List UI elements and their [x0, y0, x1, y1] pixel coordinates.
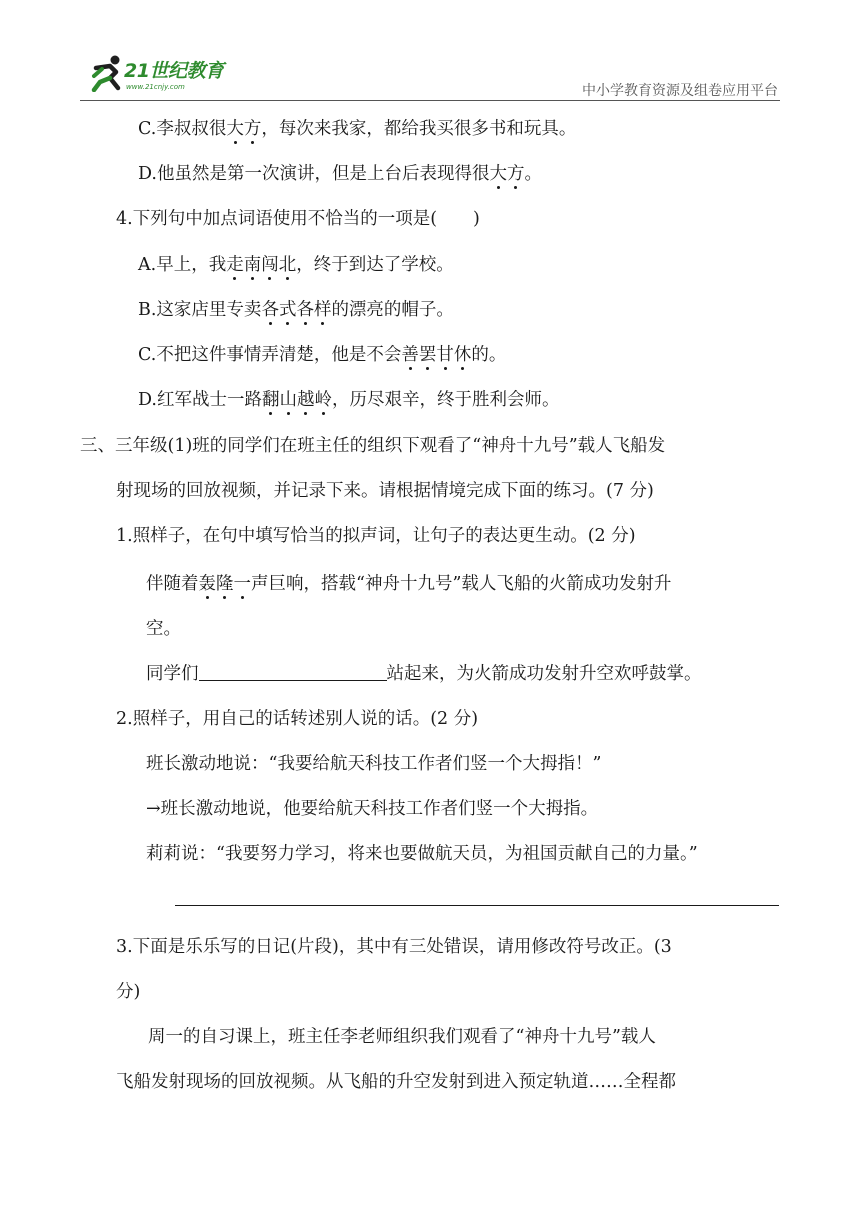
emphasis-dot-char: 罢: [418, 345, 437, 365]
q4-option-c: C.不把这件事情弄清楚，他是不会善罢甘休的。: [138, 345, 507, 365]
q3-option-c: C.李叔叔很大方，每次来我家，都给我买很多书和玩具。: [138, 119, 577, 139]
emphasis-dot-char: 善: [401, 345, 419, 365]
header-divider: [80, 100, 780, 101]
emphasis-dot-char: 闯: [261, 255, 279, 275]
q4-option-b: B.这家店里专卖各式各样的漂亮的帽子。: [138, 300, 454, 320]
emphasized-word: [199, 574, 252, 594]
s3q3-diary-line2: 飞船发射现场的回放视频。从飞船的升空发射到进入预定轨道……全程都: [116, 1072, 676, 1092]
emphasis-dot-char: 各: [261, 300, 279, 320]
emphasis-dot-char: 样: [313, 300, 332, 320]
emphasis-dot-char: 翻: [261, 390, 280, 410]
emphasized-word: [226, 119, 261, 139]
emphasis-dot-char: 各: [296, 300, 314, 320]
emphasis-dot-char: 走: [226, 255, 244, 275]
section3-heading-line2: 射现场的回放视频，并记录下来。请根据情境完成下面的练习。(7 分): [116, 481, 654, 501]
emphasis-dot-char: 一: [233, 574, 251, 594]
emphasis-dot-char: 式: [278, 300, 297, 320]
logo-url: www.21cnjy.com: [126, 83, 185, 91]
s3q2-example: 班长激动地说：“我要给航天科技工作者们竖一个大拇指！”: [146, 754, 602, 774]
q4-option-d: D.红军战士一路翻山越岭，历尽艰辛，终于胜利会师。: [138, 390, 560, 410]
emphasis-dot-char: 北: [278, 255, 297, 275]
emphasis-dot-char: 方: [243, 119, 262, 139]
s3q2-title: 2.照样子，用自己的话转述别人说的话。(2 分): [116, 709, 479, 729]
q3-option-d: D.他虽然是第一次演讲，但是上台后表现得很大方。: [138, 164, 542, 184]
s3q3-title-line1: 3.下面是乐乐写的日记(片段)，其中有三处错误，请用修改符号改正。(3: [116, 937, 672, 957]
emphasized-word: [489, 164, 524, 184]
emphasis-dot-char: 南: [243, 255, 262, 275]
logo-title: 21世纪教育: [124, 60, 224, 82]
emphasis-dot-char: 大: [226, 119, 244, 139]
s3q3-diary-line1: 周一的自习课上，班主任李老师组织我们观看了“神舟十九号”载人: [148, 1027, 656, 1047]
emphasis-dot-char: 大: [489, 164, 507, 184]
q4-stem: 4.下列句中加点词语使用不恰当的一项是( ): [116, 209, 480, 229]
s3q1-example-cont: 空。: [146, 619, 181, 639]
s3q2-prompt: 莉莉说：“我要努力学习，将来也要做航天员，为祖国贡献自己的力量。”: [146, 844, 698, 864]
header-platform-text: 中小学教育资源及组卷应用平台: [582, 83, 778, 99]
site-logo: [88, 52, 238, 100]
emphasis-dot-char: 越: [296, 390, 315, 410]
emphasized-word: [261, 300, 331, 320]
s3q1-title: 1.照样子，在句中填写恰当的拟声词，让句子的表达更生动。(2 分): [116, 526, 636, 546]
s3q2-example-answer: →班长激动地说，他要给航天科技工作者们竖一个大拇指。: [146, 799, 599, 819]
emphasized-word: [262, 390, 332, 410]
s3q1-example: 伴随着轰隆一声巨响，搭载“神舟十九号”载人飞船的火箭成功发射升: [146, 574, 672, 594]
emphasized-word: [226, 255, 296, 275]
emphasis-dot-char: 轰: [198, 574, 216, 594]
emphasis-dot-char: 隆: [216, 574, 234, 594]
s3q3-title-line2: 分): [116, 982, 141, 1002]
emphasized-word: [401, 345, 471, 365]
s3q1-fill-sentence: 同学们 站起来，为火箭成功发射升空欢呼鼓掌。: [146, 664, 702, 684]
emphasis-dot-char: 休: [453, 345, 472, 365]
onomatopoeia-blank[interactable]: [199, 662, 387, 681]
s3q2-answer-line[interactable]: [175, 905, 779, 906]
emphasis-dot-char: 岭: [314, 390, 332, 410]
emphasis-dot-char: 甘: [436, 345, 454, 365]
running-man-icon: [88, 52, 128, 92]
q4-option-a: A.早上，我走南闯北，终于到达了学校。: [138, 255, 454, 275]
section3-heading-line1: 三、三年级(1)班的同学们在班主任的组织下观看了“神舟十九号”载人飞船发: [80, 436, 666, 456]
emphasis-dot-char: 山: [279, 390, 297, 410]
emphasis-dot-char: 方: [506, 164, 525, 184]
